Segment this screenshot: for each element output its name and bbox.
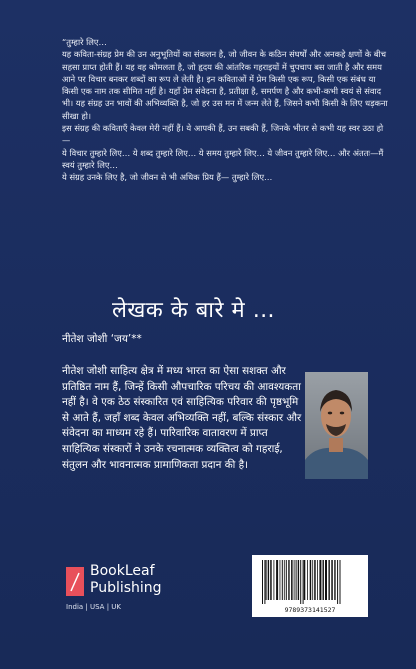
blurb xyxy=(62,36,388,184)
blurb-paragraph: इस संग्रह की कविताएँ केवल मेरी नहीं हैं। ये आपकी हैं, उन सबकी हैं, जिनके भीतर से कभी यह स्वर उठा हो— xyxy=(62,123,384,146)
publisher-tagline: India | USA | UK xyxy=(66,603,121,611)
blurb-paragraph: यह कविता-संग्रह प्रेम की उन अनुभूतियों का संकलन है, जो जीवन के कठिन संघर्षों और अनकहे क्षणों के बीच सहसा प्राप्त होती हैं। यह वह कोमलता है, जो हृदय की आंतरिक गहराइयों में चुपचाप बस जाती है और समय आने पर विचार बनकर शब्दों का रूप ले लेती है। इन कविताओं में प्रेम किसी एक रूप, किसी एक संबंध या किसी एक नाम तक सीमित नहीं है। यहाँ प्रेम संवेदना है, प्रतीक्षा है, समर्पण है और कभी-कभी स्वयं से संवाद भी। यह संग्रह उन भावों की अभिव्यक्ति है, जो हर उस मन में जन्म लेते हैं, जिसने कभी किसी के लिए धड़कना सीखा हो। xyxy=(62,49,388,121)
author-name: नीतेश जोशी ‘जय’** xyxy=(62,333,142,345)
author-bio: नीतेश जोशी साहित्य क्षेत्र में मध्य भारत का ऐसा सशक्त और प्रतिष्ठित नाम हैं, जिन्हें किसी औपचारिक परिचय की आवश्यकता नहीं है। वे एक ठेठ संस्कारित एवं साहित्यिक परिवार की पृष्ठभूमि से आते हैं, जहाँ शब्द केवल अभिव्यक्ति नहीं, बल्कि संस्कार और संवेदना का माध्यम रहे हैं। पारिवारिक वातावरण में प्राप्त साहित्यिक संस्कारों ने उनके रचनात्मक व्यक्तित्व को गहराई, संतुलन और भावनात्मक प्रामाणिकता प्रदान की है। xyxy=(62,365,302,471)
isbn-number: 9789373141527 xyxy=(284,606,336,614)
author-portrait-image xyxy=(305,372,368,479)
blurb-paragraph: ये विचार तुम्हारे लिए… ये शब्द तुम्हारे लिए… ये समय तुम्हारे लिए… ये जीवन तुम्हारे लिए… और अंततः—मैं स्वयं तुम्हारे लिए… xyxy=(62,147,384,170)
blurb-paragraph: “तुम्हारे लिए… xyxy=(62,37,107,47)
publisher-name-line2: Publishing xyxy=(90,580,162,596)
blurb-paragraph: ये संग्रह उनके लिए है, जो जीवन से भी अधिक प्रिय हैं— तुम्हारे लिए… xyxy=(62,172,273,183)
barcode-image xyxy=(260,560,360,604)
bookleaf-logo-icon xyxy=(66,567,84,596)
isbn-barcode xyxy=(252,555,368,617)
publisher-name-line1: BookLeaf xyxy=(90,563,155,579)
about-author-heading: लेखक के बारे मे … xyxy=(112,298,276,323)
author-photo xyxy=(305,372,368,479)
publisher-name xyxy=(90,563,162,597)
